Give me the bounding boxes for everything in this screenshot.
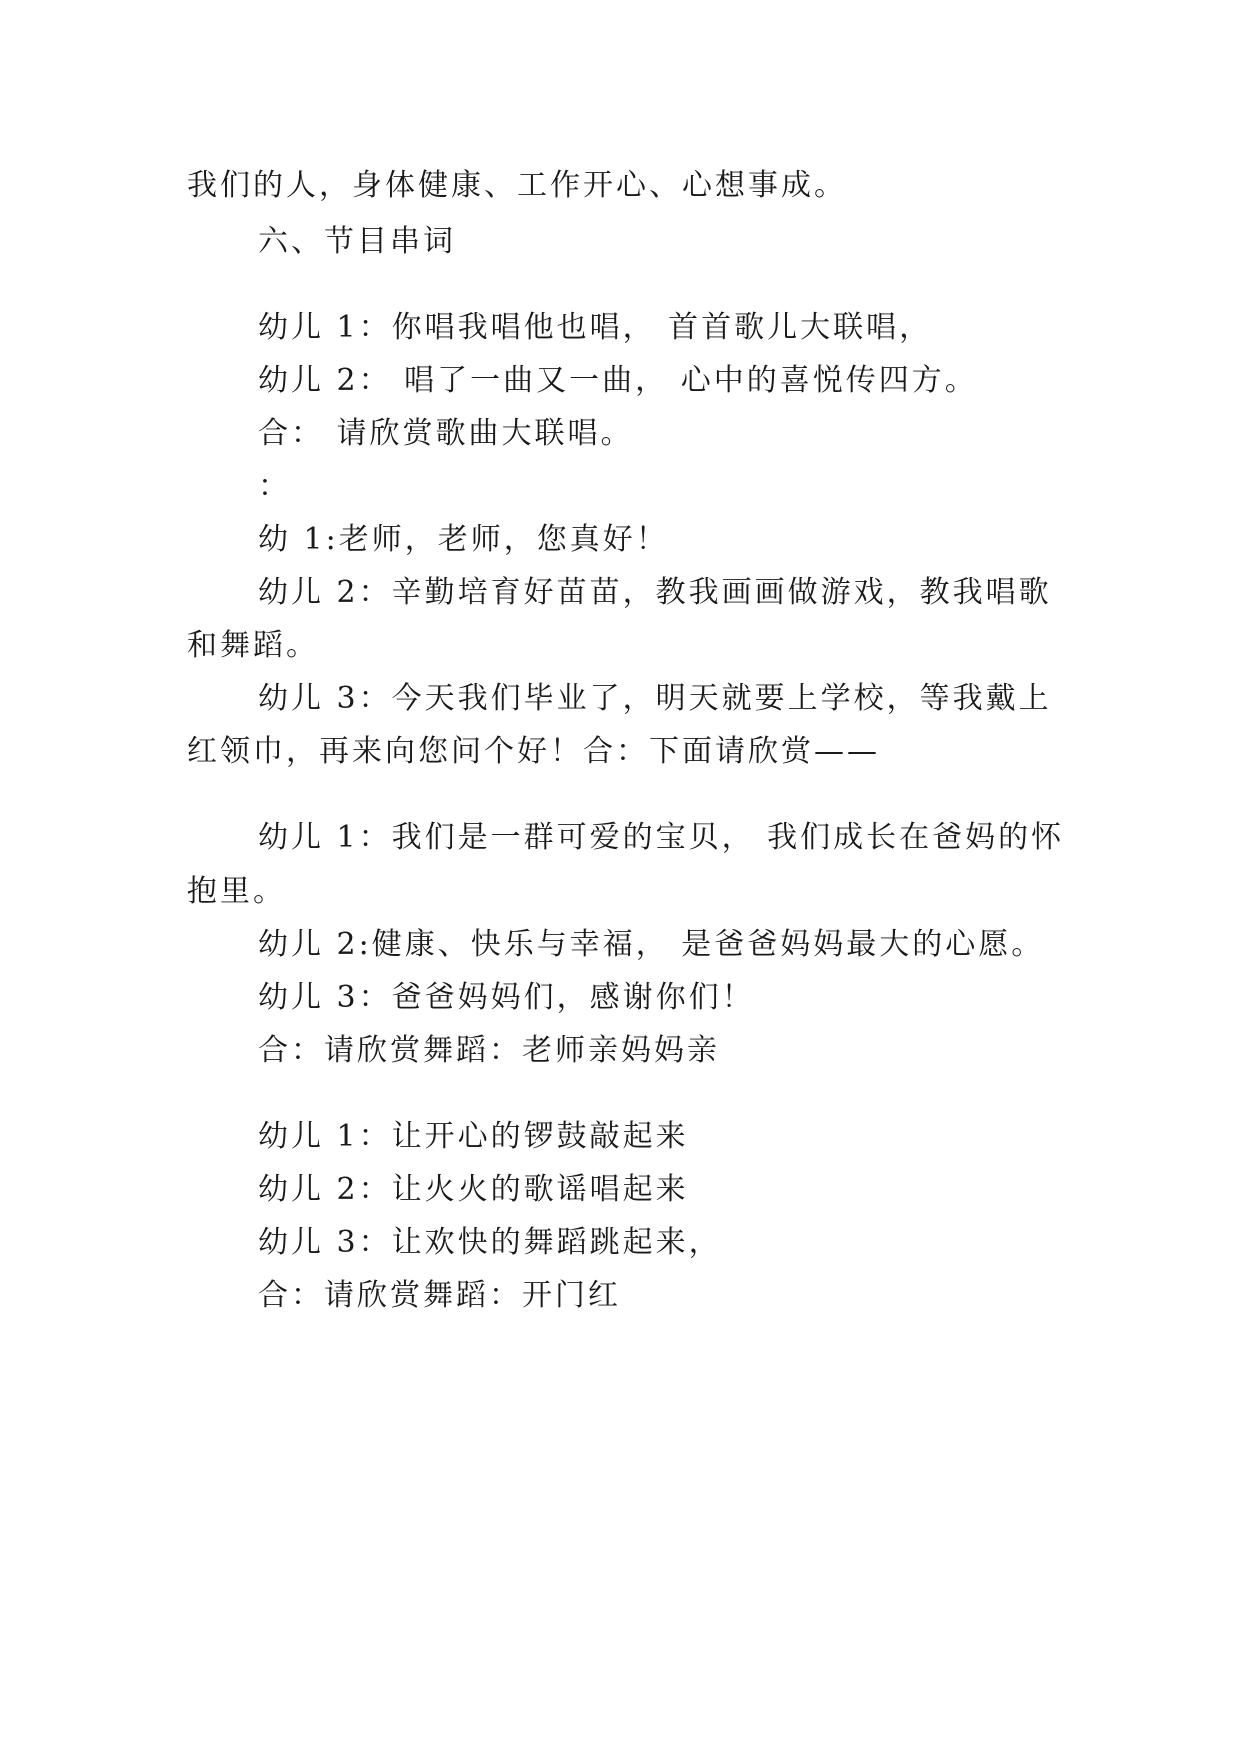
text-line: 和舞蹈。 — [187, 628, 319, 663]
text-line: 我们的人，身体健康、工作开心、心想事成。 — [187, 168, 847, 203]
text-line: 幼儿 2：辛勤培育好苗苗，教我画画做游戏，教我唱歌 — [258, 575, 1052, 610]
text-line: 幼儿 2:健康、快乐与幸福， 是爸爸妈妈最大的心愿。 — [258, 927, 1045, 962]
text-line: 合： 请欣赏歌曲大联唱。 — [258, 416, 634, 451]
section-heading: 六、节目串词 — [258, 224, 456, 259]
text-line: 幼儿 1：我们是一群可爱的宝贝， 我们成长在爸妈的怀 — [258, 820, 1065, 855]
text-line: 幼儿 3：让欢快的舞蹈跳起来， — [258, 1225, 722, 1260]
text-line: 幼儿 1：让开心的锣鼓敲起来 — [258, 1119, 689, 1154]
text-line: ： — [258, 469, 291, 504]
text-line: 红领巾，再来向您问个好！合：下面请欣赏—— — [187, 734, 880, 769]
text-line: 抱里。 — [187, 874, 286, 909]
text-line: 合：请欣赏舞蹈：开门红 — [258, 1278, 621, 1313]
text-line: 合：请欣赏舞蹈：老师亲妈妈亲 — [258, 1033, 720, 1068]
text-line: 幼儿 2： 唱了一曲又一曲， 心中的喜悦传四方。 — [258, 363, 978, 398]
text-line: 幼 1:老师，老师，您真好！ — [258, 522, 669, 557]
text-line: 幼儿 2：让火火的歌谣唱起来 — [258, 1172, 689, 1207]
text-line: 幼儿 1：你唱我唱他也唱， 首首歌儿大联唱， — [258, 310, 933, 345]
text-line: 幼儿 3：今天我们毕业了，明天就要上学校，等我戴上 — [258, 681, 1052, 716]
text-line: 幼儿 3：爸爸妈妈们，感谢你们！ — [258, 980, 755, 1015]
